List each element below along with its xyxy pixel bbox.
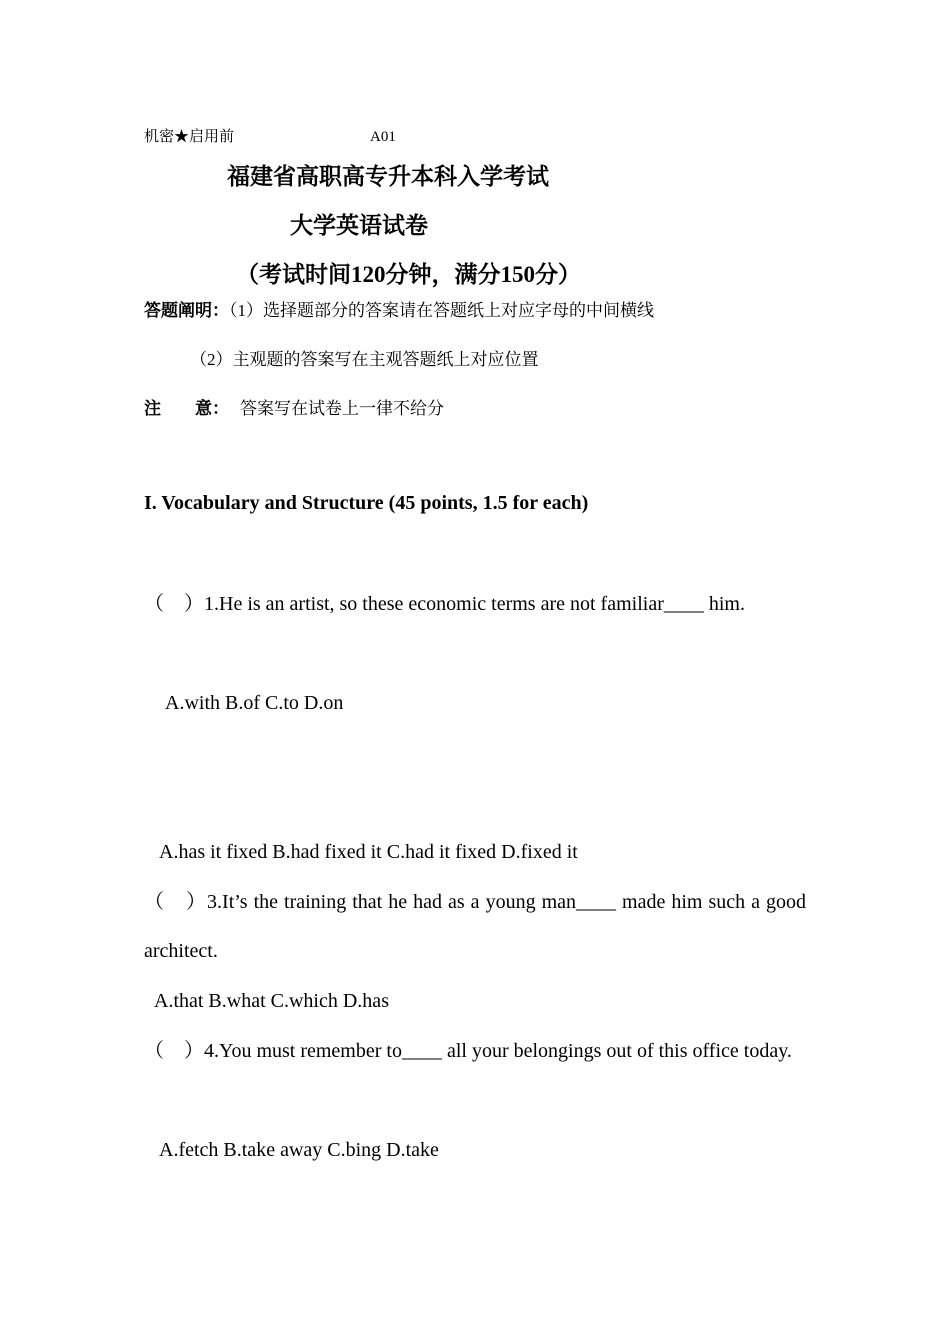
question-text: 4.You must remember to____ all your belongings out of this office today. bbox=[204, 1040, 792, 1062]
exam-subtitle: 大学英语试卷 bbox=[290, 213, 428, 238]
instruction-item-2: （2）主观题的答案写在主观答题纸上对应位置 bbox=[190, 350, 539, 369]
question-4-options: A.fetch B.take away C.bing D.take bbox=[159, 1139, 439, 1161]
question-text: 1.He is an artist, so these economic terms are not familiar____ him. bbox=[204, 593, 745, 615]
instruction-item-1: （1）选择题部分的答案请在答题纸上对应字母的中间横线 bbox=[229, 301, 654, 320]
exam-title: 福建省高职高专升本科入学考试 bbox=[227, 164, 549, 189]
question-1-options: A.with B.of C.to D.on bbox=[165, 692, 344, 714]
question-text: 3.It’s the training that he had as a young man____ made him such a good architect. bbox=[144, 891, 807, 962]
section-title: I. Vocabulary and Structure (45 points, 1.5 for each) bbox=[144, 492, 589, 514]
question-3 bbox=[144, 878, 806, 976]
notice-line bbox=[144, 400, 444, 417]
instruction-line-1 bbox=[144, 302, 654, 319]
paper-code: A01 bbox=[370, 129, 396, 145]
answer-bracket: （ ） bbox=[144, 891, 208, 913]
question-4 bbox=[144, 1027, 806, 1076]
notice-label: 注 意： bbox=[144, 399, 229, 418]
instruction-label: 答题阐明： bbox=[144, 301, 229, 320]
answer-bracket: （ ） bbox=[144, 593, 204, 615]
confidential-label: 机密★启用前 bbox=[144, 129, 235, 145]
question-1 bbox=[144, 580, 806, 629]
question-2-options: A.has it fixed B.had fixed it C.had it fixed D.fixed it bbox=[159, 841, 578, 863]
exam-duration: （考试时间120分钟，满分150分） bbox=[236, 262, 581, 287]
notice-text: 答案写在试卷上一律不给分 bbox=[240, 399, 444, 418]
question-3-options: A.that B.what C.which D.has bbox=[154, 990, 389, 1012]
answer-bracket: （ ） bbox=[144, 1040, 204, 1062]
